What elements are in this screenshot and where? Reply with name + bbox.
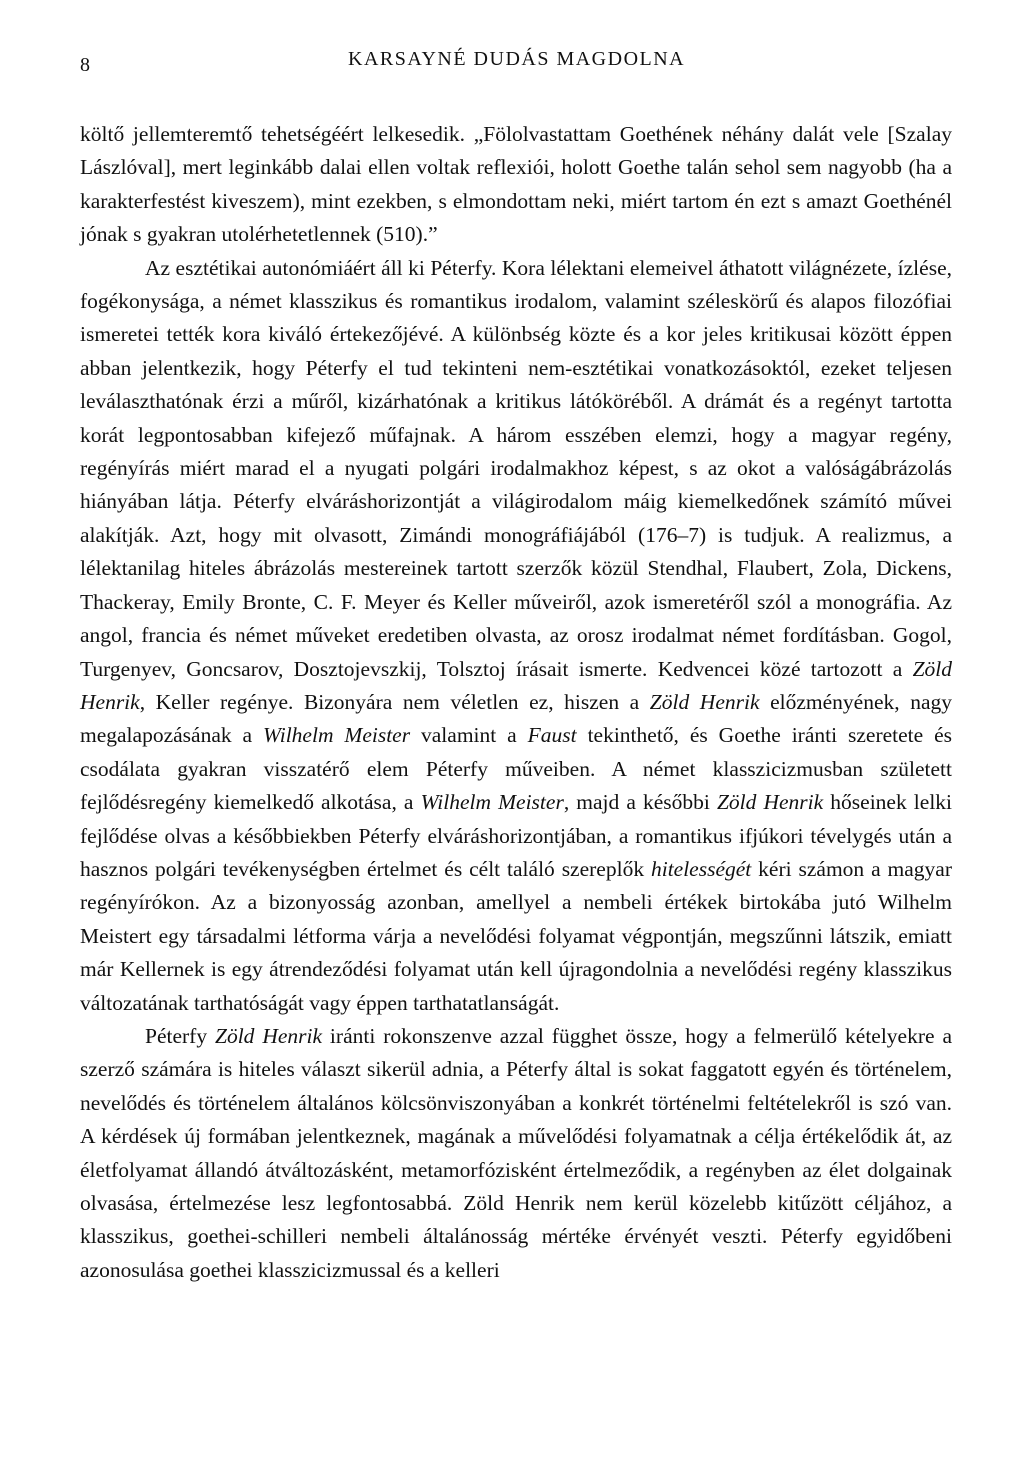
italic-title: Zöld Henrik (649, 689, 760, 714)
text-run: Az esztétikai autonómiáért áll ki Péterfy. Kora lélektani elemeivel áthatott világnézete, ízlése, fogékonysága, a német klasszikus és romantikus irodalom, valamint széleskörű és alapos filozófiai ismeretei tették kora kiváló értekezőjévé. A különbség közte és a kor jeles kritikusai között éppen abban jelentkezik, hogy Péterfy el tud tekinteni nem-esztétikai vonatkozásoktól, ezeket teljesen leválaszthatónak érzi a műről, kizárhatónak a kritikus látóköréből. A drámát és a regényt tartotta korát legpontosabban kifejező műfajnak. A három esszében elemzi, hogy a magyar regény, regényírás miért marad el a nyugati polgári irodalmakhoz képest, s az okot a valóságábrázolás hiányában látja. Péterfy elváráshorizontját a világirodalom máig kiemelkedőnek számító művei alakítják. Azt, hogy mit olvasott, Zimándi monográfiájából (176–7) is tudjuk. A realizmus, a lélektanilag hiteles ábrázolás mestereinek tartott szerzők közül Stendhal, Flaubert, Zola, Dickens, Thackeray, Emily Bronte, C. F. Meyer és Keller műveiről, azok ismeretéről szól a monográfia. Az angol, francia és német műveket eredetiben olvasta, az orosz irodalmat német fordításban. Gogol, Turgenyev, Goncsarov, Dosztojevszkij, Tolsztoj írásait ismerte. Kedvencei közé tartozott a (80, 255, 952, 681)
running-head: KARSAYNÉ DUDÁS MAGDOLNA (348, 48, 686, 70)
page-header (80, 48, 952, 78)
italic-title: Wilhelm Meister (420, 790, 564, 815)
page-number: 8 (80, 54, 90, 76)
text-run: , majd a későbbi (563, 790, 717, 815)
italic-title: Zöld Henrik (80, 656, 952, 714)
paragraph (80, 252, 952, 1020)
text-run: hőseinek lelki fejlődése olvas a későbbiekben Péterfy elváráshorizontjában, a romantikus ifjúkori tévelygés után a hasznos polgári tevékenységben értelmet és célt találó szereplők (80, 790, 953, 881)
text-run: előzményének, nagy megalapozásának a (80, 689, 952, 748)
italic-title: Faust (527, 723, 577, 748)
italic-title: Zöld Henrik (716, 790, 824, 815)
text-run: iránti rokonszenve azzal függhet össze, hogy a felmerülő kételyekre a szerző számára is hiteles választ sikerül adnia, a Péterfy által is sokat faggatott egyén és történelem, nevelődés és történelem általános kölcsönviszonyában a konkrét történelmi feltételekről is szó van. A kérdések új formában jelentkeznek, magának a művelődési folyamatnak a célja értékelődik át, az életfolyamat állandó átváltozásként, metamorfózisként értelmeződik, a regényben az élet dolgainak olvasása, értelmezése lesz legfontosabbá. Zöld Henrik nem kerül közelebb kitűzött céljához, a klasszikus, goethei-schilleri nembeli általánosság mértéke érvényét veszti. Péterfy egyidőbeni azonosulása goethei klasszicizmussal és a kelleri (80, 1023, 952, 1282)
text-run: tekinthető, és Goethe iránti szeretete és csodálata gyakran visszatérő elem Péterfy műveiben. A német klasszicizmusban született fejlődésregény kiemelkedő alkotása, a (80, 723, 953, 815)
italic-title: Wilhelm Meister (263, 723, 411, 748)
paragraph (80, 1020, 952, 1287)
text-run: valamint a (410, 723, 528, 748)
italic-title: hitelességét (650, 856, 752, 881)
italic-title: Zöld Henrik (214, 1023, 323, 1048)
text-run: kéri számon a magyar regényírókon. Az a bizonyosság azonban, amellyel a nembeli értékek birtokába jutó Wilhelm Meistert egy társadalmi létforma várja a nevelődési folyamat végpontján, megszűnni látszik, emiatt már Kellernek is egy átrendeződési folyamat után kell újragondolnia a nevelődési regény klasszikus változatának tarthatóságát vagy éppen tarthatatlanságát. (80, 856, 952, 1015)
paragraph (80, 118, 952, 252)
text-run: , Keller regénye. Bizonyára nem véletlen ez, hiszen a (139, 689, 650, 714)
text-run: Péterfy (145, 1023, 215, 1048)
text-run: költő jellemteremtő tehetségéért lelkesedik. „Fölolvastattam Goethének néhány dalát vele [Szalay Lászlóval], mert leginkább dalai ellen voltak reflexiói, holott Goethe talán sehol sem nagyobb (ha a karakterfestést kiveszem), mint ezekben, s elmondottam neki, miért tartom én ezt s amazt Goethénél jónak s gyakran utolérhetetlennek (510).” (80, 122, 952, 247)
body-text (80, 118, 952, 1287)
